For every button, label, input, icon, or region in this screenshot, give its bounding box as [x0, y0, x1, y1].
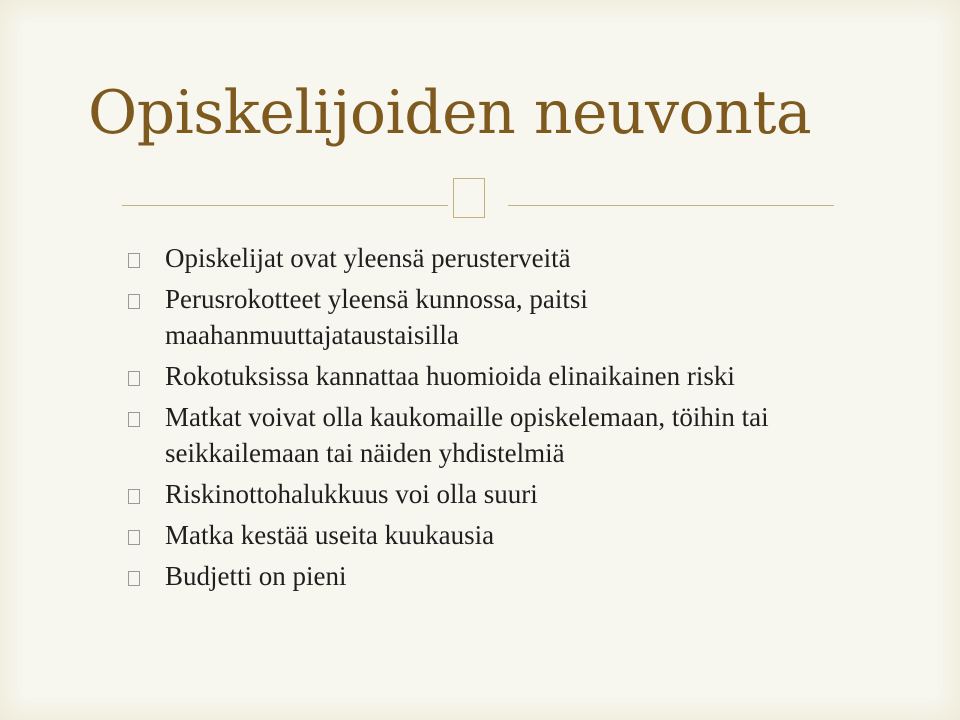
bullet-text: Rokotuksissa kannattaa huomioida elinaikainen riski — [165, 361, 735, 391]
bullet-icon — [128, 489, 140, 504]
bullet-text: Budjetti on pieni — [165, 561, 347, 591]
divider-ornament-icon — [453, 178, 485, 218]
bullet-item — [126, 281, 886, 353]
bullet-icon — [128, 571, 140, 586]
title-divider-right — [508, 205, 834, 206]
bullet-text: Riskinottohalukkuus voi olla suuri — [165, 479, 538, 509]
bullet-item — [126, 399, 886, 471]
slide-title: Opiskelijoiden neuvonta — [88, 78, 812, 148]
bullet-item — [126, 358, 886, 394]
bullet-item — [126, 558, 886, 594]
bullet-list — [126, 240, 886, 599]
bullet-text: Opiskelijat ovat yleensä perusterveitä — [165, 243, 571, 273]
bullet-icon — [128, 530, 140, 545]
bullet-text: Matka kestää useita kuukausia — [165, 520, 495, 550]
bullet-icon — [128, 412, 140, 427]
bullet-item — [126, 476, 886, 512]
bullet-item — [126, 240, 886, 276]
bullet-icon — [128, 253, 140, 268]
bullet-icon — [128, 371, 140, 386]
bullet-text: Matkat voivat olla kaukomaille opiskelemaan, töihin tai seikkailemaan tai näiden yhdistelmiä — [165, 402, 769, 468]
title-divider-left — [122, 205, 448, 206]
bullet-text: Perusrokotteet yleensä kunnossa, paitsi maahanmuuttajataustaisilla — [165, 284, 588, 350]
bullet-icon — [128, 294, 140, 309]
bullet-item — [126, 517, 886, 553]
